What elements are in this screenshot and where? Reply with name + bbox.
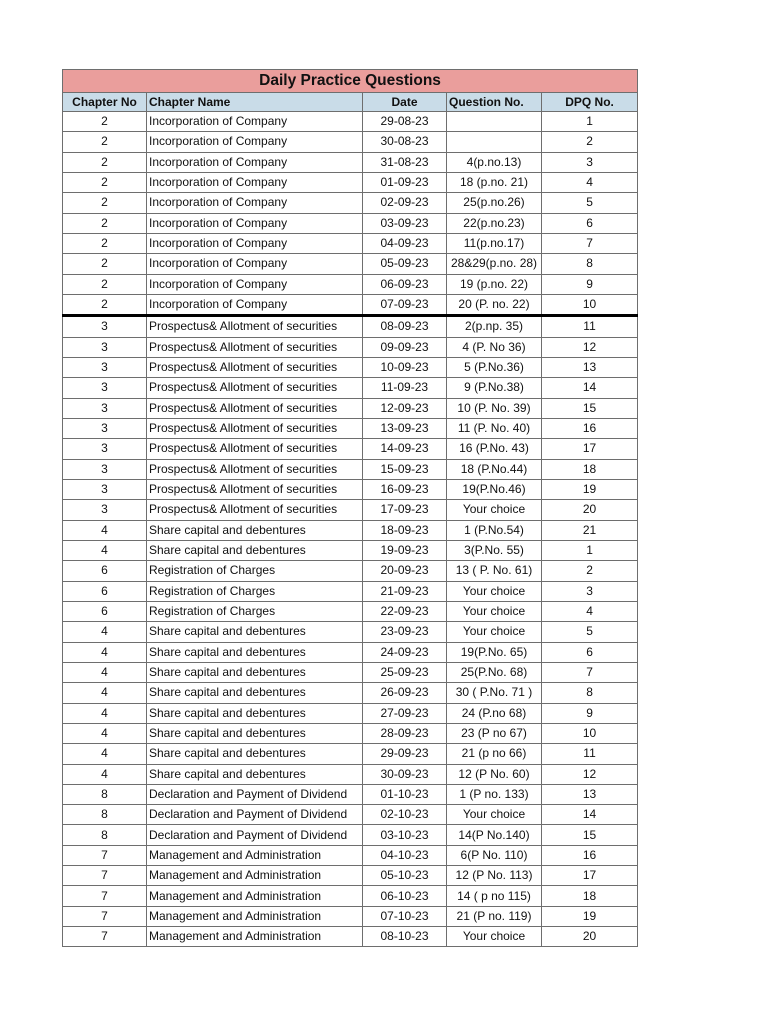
date-cell: 12-09-23 [363,398,447,418]
dpq-no-cell: 4 [542,172,638,192]
dpq-no-cell: 13 [542,357,638,377]
chapter-name-cell: Prospectus& Allotment of securities [147,398,363,418]
table-row [63,233,638,253]
chapter-name-cell: Share capital and debentures [147,622,363,642]
date-cell: 10-09-23 [363,357,447,377]
date-cell: 17-09-23 [363,500,447,520]
dpq-no-cell: 2 [542,561,638,581]
header-row [63,93,638,112]
chapter-name-cell: Incorporation of Company [147,274,363,294]
chapter-name-cell: Management and Administration [147,886,363,906]
chapter-name-cell: Registration of Charges [147,581,363,601]
date-cell: 16-09-23 [363,479,447,499]
date-cell: 06-09-23 [363,274,447,294]
question-no-cell: 19(P.No.46) [447,479,542,499]
table-row [63,723,638,743]
chapter-no-cell: 4 [63,662,147,682]
date-cell: 29-08-23 [363,112,447,132]
question-no-cell: Your choice [447,601,542,621]
question-no-cell: Your choice [447,927,542,947]
chapter-no-cell: 7 [63,927,147,947]
question-no-cell: 28&29(p.no. 28) [447,254,542,274]
table-row [63,784,638,804]
chapter-no-cell: 7 [63,845,147,865]
date-cell: 21-09-23 [363,581,447,601]
date-cell: 30-09-23 [363,764,447,784]
question-no-cell: 2(p.np. 35) [447,316,542,337]
question-no-cell [447,112,542,132]
question-no-cell: Your choice [447,500,542,520]
chapter-no-cell: 3 [63,500,147,520]
table-row [63,906,638,926]
chapter-name-cell: Share capital and debentures [147,683,363,703]
table-row [63,459,638,479]
table-row [63,337,638,357]
date-cell: 09-09-23 [363,337,447,357]
chapter-no-cell: 2 [63,233,147,253]
table-row [63,193,638,213]
chapter-name-cell: Share capital and debentures [147,662,363,682]
question-no-cell: 5 (P.No.36) [447,357,542,377]
date-cell: 27-09-23 [363,703,447,723]
chapter-name-cell: Share capital and debentures [147,520,363,540]
dpq-no-cell: 12 [542,764,638,784]
header-chapter-no: Chapter No [63,93,147,112]
dpq-no-cell: 10 [542,294,638,315]
header-date: Date [363,93,447,112]
question-no-cell: 1 (P.No.54) [447,520,542,540]
chapter-no-cell: 3 [63,459,147,479]
question-no-cell: 24 (P.no 68) [447,703,542,723]
chapter-no-cell: 3 [63,479,147,499]
chapter-name-cell: Registration of Charges [147,601,363,621]
date-cell: 01-10-23 [363,784,447,804]
date-cell: 18-09-23 [363,520,447,540]
dpq-no-cell: 20 [542,927,638,947]
chapter-name-cell: Prospectus& Allotment of securities [147,418,363,438]
date-cell: 30-08-23 [363,132,447,152]
date-cell: 29-09-23 [363,744,447,764]
header-dpq-no: DPQ No. [542,93,638,112]
question-no-cell: Your choice [447,581,542,601]
date-cell: 06-10-23 [363,886,447,906]
table-row [63,662,638,682]
dpq-no-cell: 8 [542,683,638,703]
question-no-cell: 23 (P no 67) [447,723,542,743]
dpq-no-cell: 3 [542,152,638,172]
table-row [63,172,638,192]
dpq-no-cell: 1 [542,112,638,132]
question-no-cell: 3(P.No. 55) [447,540,542,560]
table-row [63,254,638,274]
chapter-name-cell: Prospectus& Allotment of securities [147,337,363,357]
dpq-no-cell: 17 [542,439,638,459]
dpq-no-cell: 15 [542,398,638,418]
table-row [63,418,638,438]
chapter-no-cell: 2 [63,152,147,172]
chapter-no-cell: 4 [63,764,147,784]
chapter-no-cell: 3 [63,378,147,398]
dpq-no-cell: 16 [542,845,638,865]
date-cell: 02-09-23 [363,193,447,213]
date-cell: 19-09-23 [363,540,447,560]
chapter-name-cell: Incorporation of Company [147,152,363,172]
table-row [63,764,638,784]
chapter-name-cell: Incorporation of Company [147,294,363,315]
chapter-no-cell: 2 [63,213,147,233]
chapter-no-cell: 2 [63,172,147,192]
chapter-name-cell: Incorporation of Company [147,193,363,213]
chapter-name-cell: Declaration and Payment of Dividend [147,825,363,845]
table-body [63,112,638,947]
dpq-no-cell: 19 [542,906,638,926]
chapter-no-cell: 6 [63,581,147,601]
date-cell: 20-09-23 [363,561,447,581]
date-cell: 24-09-23 [363,642,447,662]
table-row [63,703,638,723]
chapter-name-cell: Incorporation of Company [147,213,363,233]
table-row [63,132,638,152]
chapter-no-cell: 4 [63,540,147,560]
table-row [63,112,638,132]
table-row [63,642,638,662]
chapter-name-cell: Prospectus& Allotment of securities [147,439,363,459]
question-no-cell: 10 (P. No. 39) [447,398,542,418]
table-row [63,439,638,459]
dpq-no-cell: 5 [542,622,638,642]
question-no-cell: 16 (P.No. 43) [447,439,542,459]
table-row [63,500,638,520]
date-cell: 15-09-23 [363,459,447,479]
dpq-no-cell: 11 [542,316,638,337]
question-no-cell: 21 (P no. 119) [447,906,542,926]
dpq-no-cell: 20 [542,500,638,520]
question-no-cell: 11(p.no.17) [447,233,542,253]
question-no-cell: 18 (P.No.44) [447,459,542,479]
chapter-no-cell: 2 [63,112,147,132]
dpq-no-cell: 5 [542,193,638,213]
question-no-cell: 25(P.No. 68) [447,662,542,682]
chapter-no-cell: 4 [63,683,147,703]
dpq-no-cell: 8 [542,254,638,274]
table-row [63,601,638,621]
date-cell: 23-09-23 [363,622,447,642]
chapter-name-cell: Management and Administration [147,906,363,926]
question-no-cell: 11 (P. No. 40) [447,418,542,438]
question-no-cell: 25(p.no.26) [447,193,542,213]
chapter-no-cell: 7 [63,886,147,906]
chapter-name-cell: Share capital and debentures [147,703,363,723]
dpq-no-cell: 7 [542,233,638,253]
table-row [63,540,638,560]
question-no-cell: 1 (P no. 133) [447,784,542,804]
chapter-name-cell: Share capital and debentures [147,764,363,784]
table-row [63,378,638,398]
dpq-no-cell: 14 [542,805,638,825]
chapter-no-cell: 3 [63,418,147,438]
date-cell: 05-10-23 [363,866,447,886]
chapter-name-cell: Share capital and debentures [147,723,363,743]
dpq-no-cell: 1 [542,540,638,560]
table-row [63,316,638,337]
dpq-no-cell: 10 [542,723,638,743]
table-row [63,520,638,540]
date-cell: 11-09-23 [363,378,447,398]
chapter-no-cell: 2 [63,274,147,294]
header-question-no: Question No. [447,93,542,112]
question-no-cell: 12 (P No. 113) [447,866,542,886]
table-row [63,479,638,499]
date-cell: 03-09-23 [363,213,447,233]
chapter-no-cell: 2 [63,254,147,274]
question-no-cell: 22(p.no.23) [447,213,542,233]
date-cell: 28-09-23 [363,723,447,743]
question-no-cell: 13 ( P. No. 61) [447,561,542,581]
chapter-name-cell: Prospectus& Allotment of securities [147,378,363,398]
table-row [63,622,638,642]
date-cell: 25-09-23 [363,662,447,682]
chapter-name-cell: Management and Administration [147,845,363,865]
chapter-no-cell: 7 [63,906,147,926]
question-no-cell: 4 (P. No 36) [447,337,542,357]
chapter-no-cell: 3 [63,357,147,377]
dpq-no-cell: 6 [542,642,638,662]
chapter-no-cell: 8 [63,784,147,804]
chapter-no-cell: 6 [63,561,147,581]
table-row [63,398,638,418]
dpq-no-cell: 3 [542,581,638,601]
chapter-no-cell: 4 [63,520,147,540]
chapter-name-cell: Incorporation of Company [147,112,363,132]
chapter-name-cell: Declaration and Payment of Dividend [147,805,363,825]
date-cell: 14-09-23 [363,439,447,459]
dpq-no-cell: 11 [542,744,638,764]
question-no-cell [447,132,542,152]
dpq-no-cell: 13 [542,784,638,804]
table-row [63,213,638,233]
chapter-name-cell: Management and Administration [147,866,363,886]
date-cell: 03-10-23 [363,825,447,845]
table-row [63,274,638,294]
chapter-no-cell: 3 [63,398,147,418]
table-row [63,805,638,825]
question-no-cell: 20 (P. no. 22) [447,294,542,315]
table-row [63,886,638,906]
table-row [63,581,638,601]
table-row [63,927,638,947]
chapter-no-cell: 7 [63,866,147,886]
table-row [63,825,638,845]
date-cell: 01-09-23 [363,172,447,192]
date-cell: 04-10-23 [363,845,447,865]
date-cell: 02-10-23 [363,805,447,825]
date-cell: 08-09-23 [363,316,447,337]
question-no-cell: Your choice [447,622,542,642]
chapter-no-cell: 4 [63,723,147,743]
question-no-cell: 12 (P No. 60) [447,764,542,784]
date-cell: 31-08-23 [363,152,447,172]
dpq-no-cell: 9 [542,703,638,723]
chapter-no-cell: 2 [63,132,147,152]
header-chapter-name: Chapter Name [147,93,363,112]
dpq-table [62,69,638,947]
date-cell: 07-10-23 [363,906,447,926]
chapter-name-cell: Share capital and debentures [147,744,363,764]
chapter-name-cell: Prospectus& Allotment of securities [147,479,363,499]
dpq-no-cell: 15 [542,825,638,845]
chapter-name-cell: Registration of Charges [147,561,363,581]
table-row [63,294,638,315]
chapter-no-cell: 3 [63,337,147,357]
date-cell: 13-09-23 [363,418,447,438]
chapter-name-cell: Prospectus& Allotment of securities [147,316,363,337]
question-no-cell: 19 (p.no. 22) [447,274,542,294]
chapter-name-cell: Management and Administration [147,927,363,947]
table-row [63,357,638,377]
chapter-no-cell: 4 [63,744,147,764]
dpq-no-cell: 2 [542,132,638,152]
chapter-name-cell: Prospectus& Allotment of securities [147,459,363,479]
question-no-cell: 14 ( p no 115) [447,886,542,906]
question-no-cell: Your choice [447,805,542,825]
date-cell: 05-09-23 [363,254,447,274]
date-cell: 07-09-23 [363,294,447,315]
dpq-no-cell: 7 [542,662,638,682]
chapter-no-cell: 2 [63,193,147,213]
chapter-no-cell: 3 [63,439,147,459]
table-row [63,561,638,581]
question-no-cell: 30 ( P.No. 71 ) [447,683,542,703]
question-no-cell: 9 (P.No.38) [447,378,542,398]
date-cell: 08-10-23 [363,927,447,947]
dpq-no-cell: 17 [542,866,638,886]
table-row [63,845,638,865]
chapter-name-cell: Share capital and debentures [147,642,363,662]
dpq-no-cell: 6 [542,213,638,233]
chapter-no-cell: 3 [63,316,147,337]
dpq-no-cell: 19 [542,479,638,499]
dpq-no-cell: 21 [542,520,638,540]
dpq-no-cell: 12 [542,337,638,357]
chapter-no-cell: 4 [63,622,147,642]
table-title: Daily Practice Questions [63,70,638,93]
dpq-no-cell: 9 [542,274,638,294]
date-cell: 04-09-23 [363,233,447,253]
chapter-name-cell: Incorporation of Company [147,233,363,253]
table-row [63,866,638,886]
date-cell: 26-09-23 [363,683,447,703]
question-no-cell: 21 (p no 66) [447,744,542,764]
dpq-no-cell: 16 [542,418,638,438]
chapter-no-cell: 4 [63,642,147,662]
chapter-name-cell: Share capital and debentures [147,540,363,560]
date-cell: 22-09-23 [363,601,447,621]
chapter-no-cell: 8 [63,805,147,825]
chapter-no-cell: 6 [63,601,147,621]
dpq-no-cell: 4 [542,601,638,621]
table-row [63,152,638,172]
chapter-name-cell: Declaration and Payment of Dividend [147,784,363,804]
chapter-no-cell: 2 [63,294,147,315]
question-no-cell: 4(p.no.13) [447,152,542,172]
chapter-name-cell: Incorporation of Company [147,132,363,152]
chapter-name-cell: Prospectus& Allotment of securities [147,500,363,520]
chapter-name-cell: Incorporation of Company [147,172,363,192]
dpq-no-cell: 18 [542,886,638,906]
chapter-no-cell: 4 [63,703,147,723]
dpq-no-cell: 14 [542,378,638,398]
question-no-cell: 6(P No. 110) [447,845,542,865]
question-no-cell: 14(P No.140) [447,825,542,845]
table-row [63,683,638,703]
dpq-no-cell: 18 [542,459,638,479]
question-no-cell: 18 (p.no. 21) [447,172,542,192]
chapter-name-cell: Incorporation of Company [147,254,363,274]
chapter-name-cell: Prospectus& Allotment of securities [147,357,363,377]
table-row [63,744,638,764]
chapter-no-cell: 8 [63,825,147,845]
question-no-cell: 19(P.No. 65) [447,642,542,662]
